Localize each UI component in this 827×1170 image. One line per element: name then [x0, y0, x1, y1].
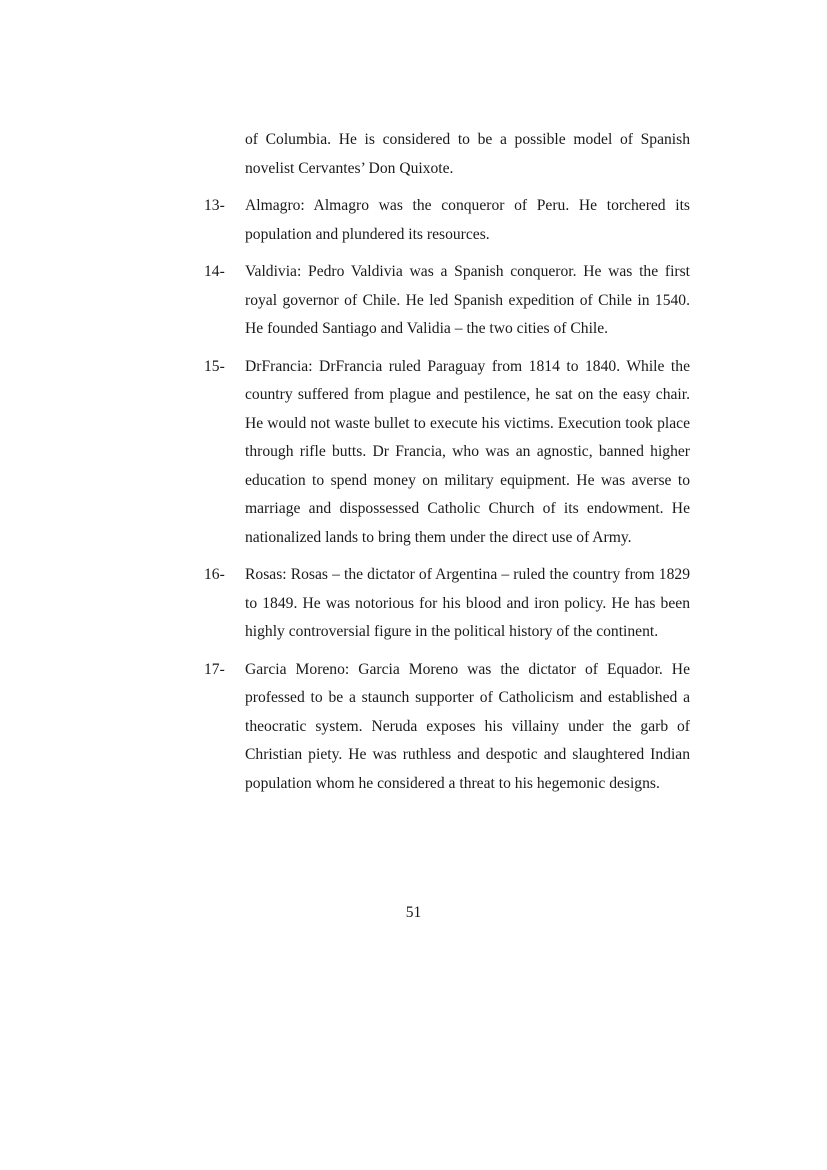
list-item: [204, 192, 690, 249]
entry-text: Almagro: Almagro was the conqueror of Peru. He torchered its population and plundered its resources.: [245, 197, 690, 243]
list-item: [204, 353, 690, 553]
page-number: 51: [405, 904, 422, 921]
entry-text: Garcia Moreno: Garcia Moreno was the dictator of Equador. He professed to be a staunch supporter of Catholicism and established a theocratic system. Neruda exposes his villainy under the garb of Christian piety. He was ruthless and despotic and slaughtered Indian population whom he considered a threat to his hegemonic designs.: [245, 660, 690, 792]
list-item: [204, 561, 690, 647]
list-item: [204, 656, 690, 799]
entry-number: 13-: [204, 197, 225, 214]
entry-text: Valdivia: Pedro Valdivia was a Spanish conqueror. He was the first royal governor of Chile. He led Spanish expedition of Chile in 1540. He founded Santiago and Validia – the two cities of Chile.: [245, 263, 690, 337]
entry-text: DrFrancia: DrFrancia ruled Paraguay from 1814 to 1840. While the country suffered from plague and pestilence, he sat on the easy chair. He would not waste bullet to execute his victims. Execution took place through rifle butts. Dr Francia, who was an agnostic, banned higher education to spend money on military equipment. He was averse to marriage and dispossessed Catholic Church of its endowment. He nationalized lands to bring them under the direct use of Army.: [245, 357, 690, 546]
entry-number: 17-: [204, 660, 225, 678]
entry-number: 15-: [204, 357, 225, 375]
body-text: [204, 126, 690, 807]
continuation-paragraph: of Columbia. He is considered to be a possible model of Spanish novelist Cervantes’ Don Quixote.: [245, 131, 690, 177]
entry-text: Rosas: Rosas – the dictator of Argentina – ruled the country from 1829 to 1849. He was notorious for his blood and iron policy. He has been highly controversial figure in the political history of the continent.: [245, 566, 690, 640]
entry-number: 16-: [204, 566, 225, 583]
entry-number: 14-: [204, 263, 225, 280]
list-item: [204, 258, 690, 344]
